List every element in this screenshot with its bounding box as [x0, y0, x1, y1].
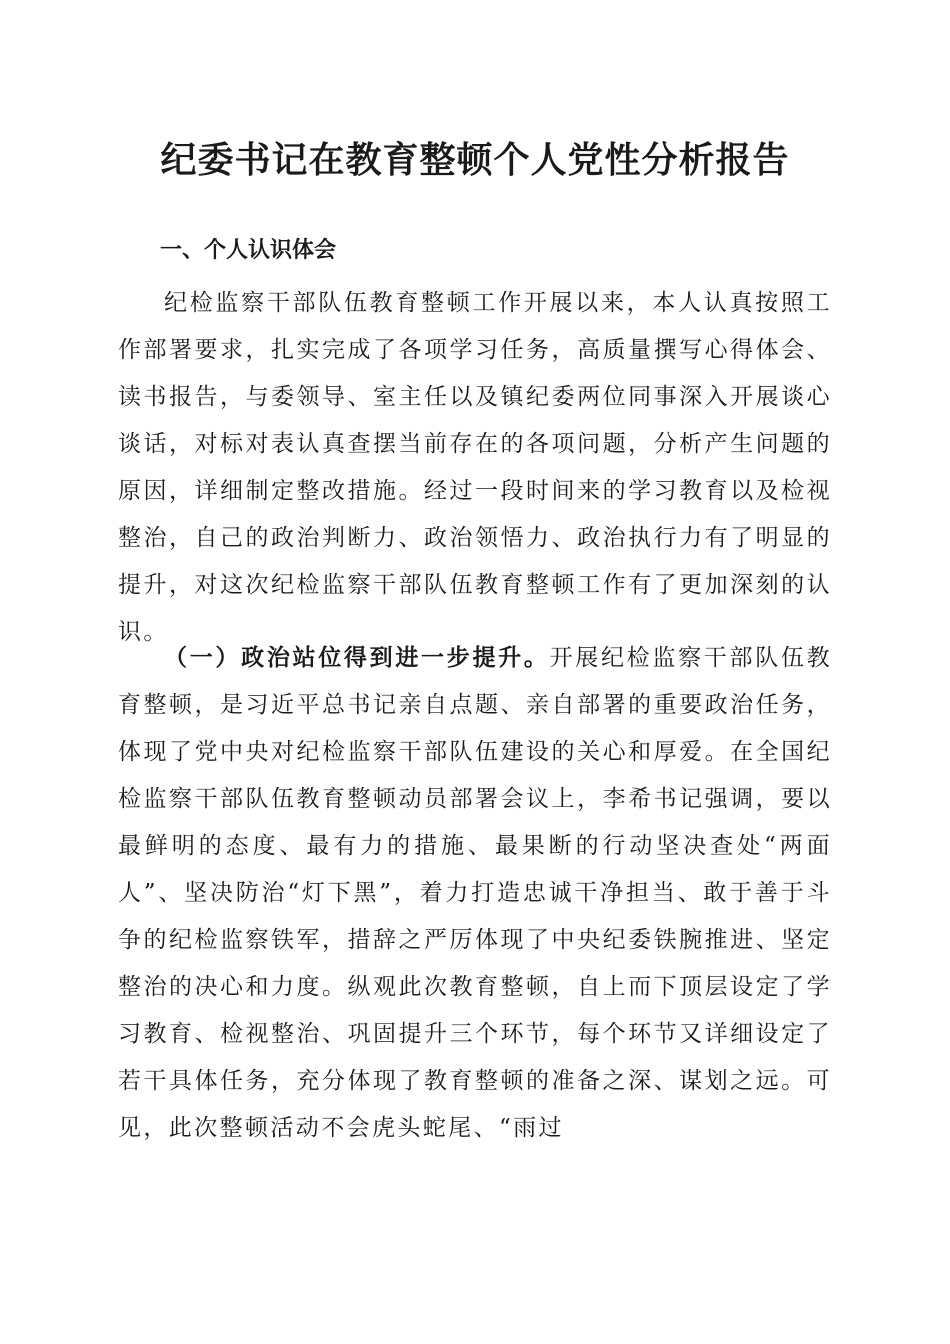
paragraph-personal-understanding: 纪检监察干部队伍教育整顿工作开展以来，本人认真按照工作部署要求，扎实完成了各项学习任务，高质量撰写心得体会、读书报告，与委领导、室主任以及镇纪委两位同事深入开展谈心谈话，对标对表认真查摆当前存在的各项问题，分析产生问题的原因，详细制定整改措施。经过一段时间来的学习教育以及检视整治，自己的政治判断力、政治领悟力、政治执行力有了明显的提升，对这次纪检监察干部队伍教育整顿工作有了更加深刻的认识。	[118, 290, 832, 645]
paragraph-political-stance	[118, 634, 832, 1152]
document-title: 纪委书记在教育整顿个人党性分析报告	[160, 139, 790, 181]
section-heading: 一、个人认识体会	[160, 237, 337, 263]
subsection-text: 开展纪检监察干部队伍教育整顿，是习近平总书记亲自点题、亲自部署的重要政治任务，体现了党中央对纪检监察干部队伍建设的关心和厚爱。在全国纪检监察干部队伍教育整顿动员部署会议上，李希书记强调，要以最鲜明的态度、最有力的措施、最果断的行动坚决查处“两面人”、坚决防治“灯下黑”，着力打造忠诚干净担当、敢于善于斗争的纪检监察铁军，措辞之严厉体现了中央纪委铁腕推进、坚定整治的决心和力度。纵观此次教育整顿，自上而下顶层设定了学习教育、检视整治、巩固提升三个环节，每个环节又详细设定了若干具体任务，充分体现了教育整顿的准备之深、谋划之远。可见，此次整顿活动不会虎头蛇尾、“雨过	[118, 645, 833, 1141]
subsection-heading: （一）政治站位得到进一步提升。	[164, 644, 550, 671]
